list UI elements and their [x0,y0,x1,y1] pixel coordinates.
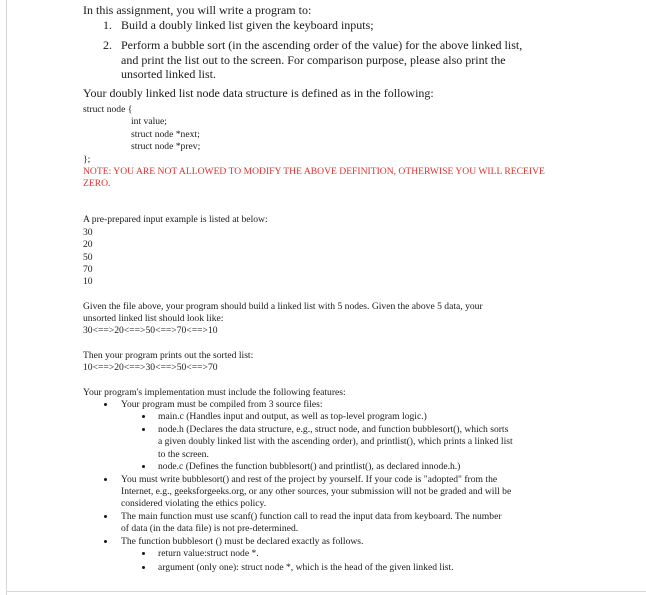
unsorted-list: 30<==>20<==>50<==>70<==>10 [83,325,218,336]
subfeature-line: argument (only one): struct node *, which is the head of the given linked list. [158,562,454,573]
then-text: Then your program prints out the sorted list: [83,350,254,361]
bullet-icon [142,415,145,418]
input-intro: A pre-prepared input example is listed at below: [83,214,268,225]
bullet-icon [104,403,107,406]
subfeature-line: return value:struct node *. [158,548,259,559]
bullet-icon [104,540,107,543]
feature-line: The function bubblesort () must be declared exactly as follows. [121,536,364,547]
code-line: int value; [131,116,167,127]
task-line: and print the list out to the screen. For comparison purpose, please also print the [121,53,506,67]
warning-note: NOTE: YOU ARE NOT ALLOWED TO MODIFY THE ABOVE DEFINITION, OTHERWISE YOU WILL RECEIVE [83,166,545,177]
input-value: 70 [83,264,93,275]
bullet-icon [142,552,145,555]
page-bottom-border [6,591,646,592]
subfeature-line: to the screen. [158,449,209,460]
intro-text: In this assignment, you will write a program to: [83,3,312,17]
bullet-icon [142,566,145,569]
subfeature-line: node.c (Defines the function bubblesort() and printlist(), as declared innode.h.) [158,461,461,472]
subfeature-line: node.h (Declares the data structure, e.g., struct node, and function bubblesort(), which sorts [158,424,509,435]
input-value: 20 [83,239,93,250]
features-intro: Your program's implementation must include the following features: [83,387,346,398]
feature-line: The main function must use scanf() function call to read the input data from keyboard. The number [121,511,502,522]
task-number: 2. [103,38,112,52]
warning-note: ZERO. [83,178,111,189]
code-line: struct node *prev; [131,141,201,152]
bullet-icon [104,478,107,481]
input-value: 50 [83,252,93,263]
task-line: Perform a bubble sort (in the ascending order of the value) for the above linked list, [121,38,523,52]
code-line: struct node { [83,104,133,115]
subfeature-line: a given doubly linked list with the ascending order), and printlist(), which prints a linked list [158,436,513,447]
bullet-icon [104,515,107,518]
task-number: 1. [103,18,112,32]
feature-line: Internet, e.g., geeksforgeeks.org, or any other sources, your submission will not be graded and will be [121,486,512,497]
task-line: unsorted linked list. [121,67,216,81]
input-value: 10 [83,276,93,287]
code-line: }; [83,154,91,165]
code-line: struct node *next; [131,129,200,140]
given-text: unsorted linked list should look like: [83,313,224,324]
bullet-icon [142,465,145,468]
bullet-icon [142,428,145,431]
feature-line: of data (in the data file) is not pre-determined. [121,523,299,534]
feature-line: You must write bubblesort() and rest of the project by yourself. If your code is "adopted" from the [121,474,498,485]
feature-line: considered violating the ethics policy. [121,498,267,509]
page-left-border [6,0,7,595]
input-value: 30 [83,227,93,238]
sorted-list: 10<==>20<==>30<==>50<==>70 [83,362,218,373]
task-line: Build a doubly linked list given the keyboard inputs; [121,18,374,32]
subfeature-line: main.c (Handles input and output, as well as top-level program logic.) [158,411,427,422]
struct-intro: Your doubly linked list node data structure is defined as in the following: [83,86,434,100]
feature-line: Your program must be compiled from 3 source files: [121,399,323,410]
given-text: Given the file above, your program should build a linked list with 5 nodes. Given the above 5 data, your [83,301,483,312]
